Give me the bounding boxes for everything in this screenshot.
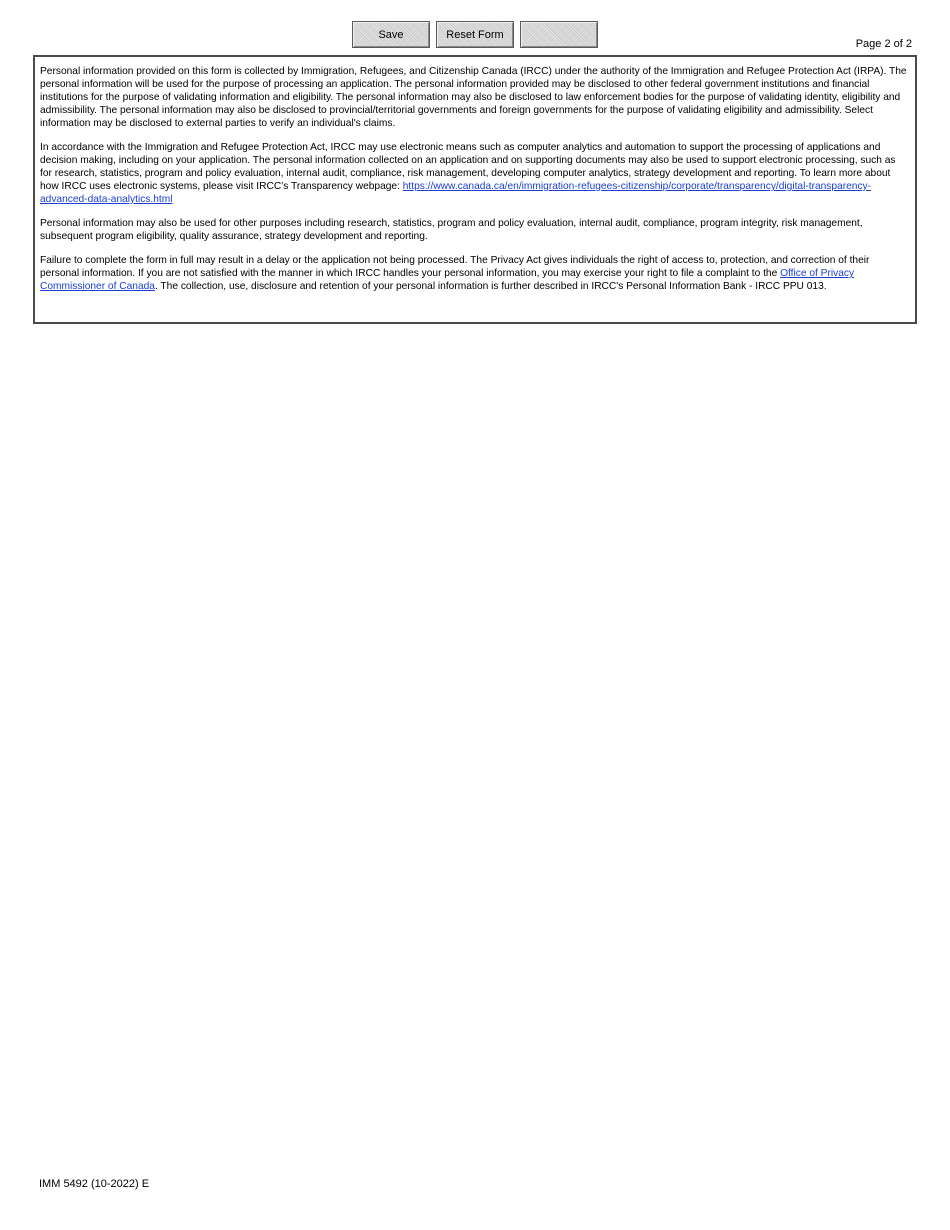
privacy-paragraph-2: [40, 141, 910, 206]
privacy-paragraph-2-text: In accordance with the Immigration and Refugee Protection Act, IRCC may use electronic means such as computer analytics and automation to support the processing of applications and decision making, including on your application. The personal information collected on an application and on supporting documents may also be used to support electronic processing, such as for research, statistics, program and policy evaluation, internal audit, compliance, risk management, developing computer analytics, strategy development and reporting. To learn more about how IRCC uses electronic systems, please visit IRCC’s Transparency webpage:: [40, 142, 896, 192]
privacy-paragraph-4-tail: . The collection, use, disclosure and retention of your personal information is further described in IRCC's Personal Information Bank - IRCC PPU 013.: [154, 281, 827, 292]
page-indicator: Page 2 of 2: [855, 38, 912, 50]
save-button[interactable]: Save: [352, 21, 430, 48]
privacy-paragraph-4: [40, 254, 910, 293]
blank-button[interactable]: [520, 21, 598, 48]
privacy-paragraph-1: Personal information provided on this form is collected by Immigration, Refugees, and Citizenship Canada (IRCC) under the authority of the Immigration and Refugee Protection Act (IRPA). The personal information will be used for the purpose of processing an application. The personal information provided may be disclosed to other federal government institutions and financial institutions for the purpose of validating information and eligibility. The personal information may also be disclosed to law enforcement bodies for the purpose of validating identity, eligibility and admissibility. The personal information may also be disclosed to provincial/territorial governments and foreign governments for the purpose of validating eligibility and admissibility. Select information may be disclosed to external parties to verify an individual's claims.: [40, 66, 907, 129]
reset-form-button[interactable]: Reset Form: [436, 21, 514, 48]
privacy-commissioner-link[interactable]: Office of Privacy Commissioner of Canada: [40, 268, 855, 292]
form-code: IMM 5492 (10-2022) E: [39, 1178, 150, 1190]
privacy-paragraph-3: Personal information may also be used for other purposes including research, statistics, program and policy evaluation, internal audit, compliance, program integrity, risk management, subsequent program eligibility, quality assurance, strategy development and reporting.: [40, 218, 863, 242]
privacy-paragraph-4-text: Failure to complete the form in full may result in a delay or the application not being processed. The Privacy Act gives individuals the right of access to, protection, and correction of their personal information. If you are not satisfied with the manner in which IRCC handles your personal information, you may exercise your right to file a complaint to the: [40, 255, 870, 279]
privacy-notice-box: [33, 55, 917, 324]
transparency-webpage-link[interactable]: https://www.canada.ca/en/immigration-refugees-citizenship/corporate/transparency/digital-transparency-advanced-data-analytics.html: [40, 181, 872, 205]
